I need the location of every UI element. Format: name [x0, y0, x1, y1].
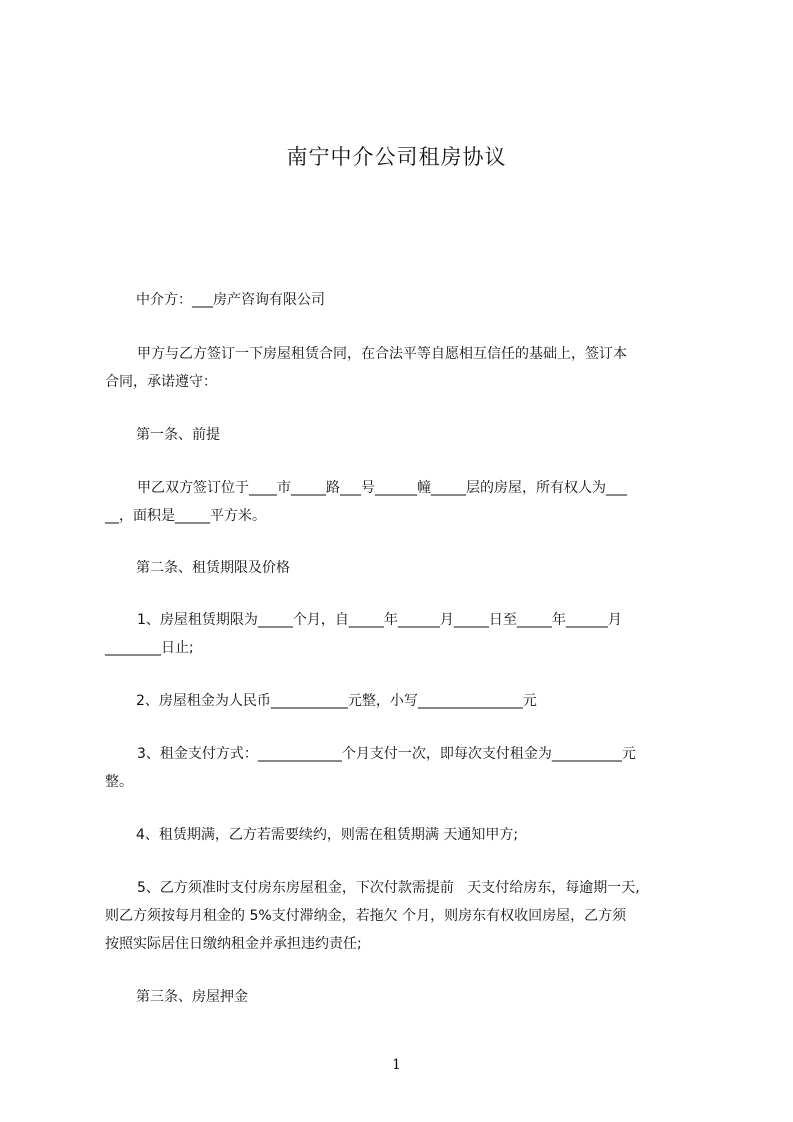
document-title: 南宁中介公司租房协议: [286, 145, 507, 169]
article-2-item-1-line-1: 1、房屋租赁期限为_____个月，自_____年______月_____日至_____年______月: [137, 612, 622, 628]
intro-line-1: 甲方与乙方签订一下房屋租赁合同，在合法平等自愿相互信任的基础上，签订本: [137, 346, 627, 362]
article-1-body-line-1: 甲乙双方签订位于____市_____路___号______幢_____层的房屋，所有权人为___: [137, 480, 627, 496]
intro-line-2: 合同，承诺遵守：: [105, 374, 217, 390]
article-2-item-5-line-3: 按照实际居住日缴纳租金并承担违约责任;: [105, 936, 362, 952]
article-2-heading: 第二条、租赁期限及价格: [136, 560, 290, 576]
article-2-item-2: 2、房屋租金为人民币___________元整，小写_______________元: [136, 693, 537, 709]
article-2-item-5-line-2: 则乙方须按每月租金的 5%支付滞纳金，若拖欠 个月，则房东有权收回房屋，乙方须: [105, 908, 627, 924]
agency-line: 中介方：___房产咨询有限公司: [136, 292, 325, 308]
article-2-item-3-line-1: 3、租金支付方式：____________个月支付一次，即每次支付租金为__________元: [137, 746, 636, 762]
page-number: 1: [392, 1057, 401, 1073]
article-2-item-4: 4、租赁期满，乙方若需要续约，则需在租赁期满 天通知甲方;: [136, 827, 519, 843]
article-1-body-line-2: __，面积是_____平方米。: [105, 508, 266, 524]
article-1-heading: 第一条、前提: [136, 427, 220, 443]
article-2-item-5-line-1: 5、乙方须准时支付房东房屋租金，下次付款需提前 天支付给房东，每逾期一天,: [137, 880, 640, 896]
article-2-item-1-line-2: ________日止;: [105, 640, 194, 656]
article-2-item-3-line-2: 整。: [105, 774, 133, 790]
article-3-heading: 第三条、房屋押金: [136, 989, 248, 1005]
